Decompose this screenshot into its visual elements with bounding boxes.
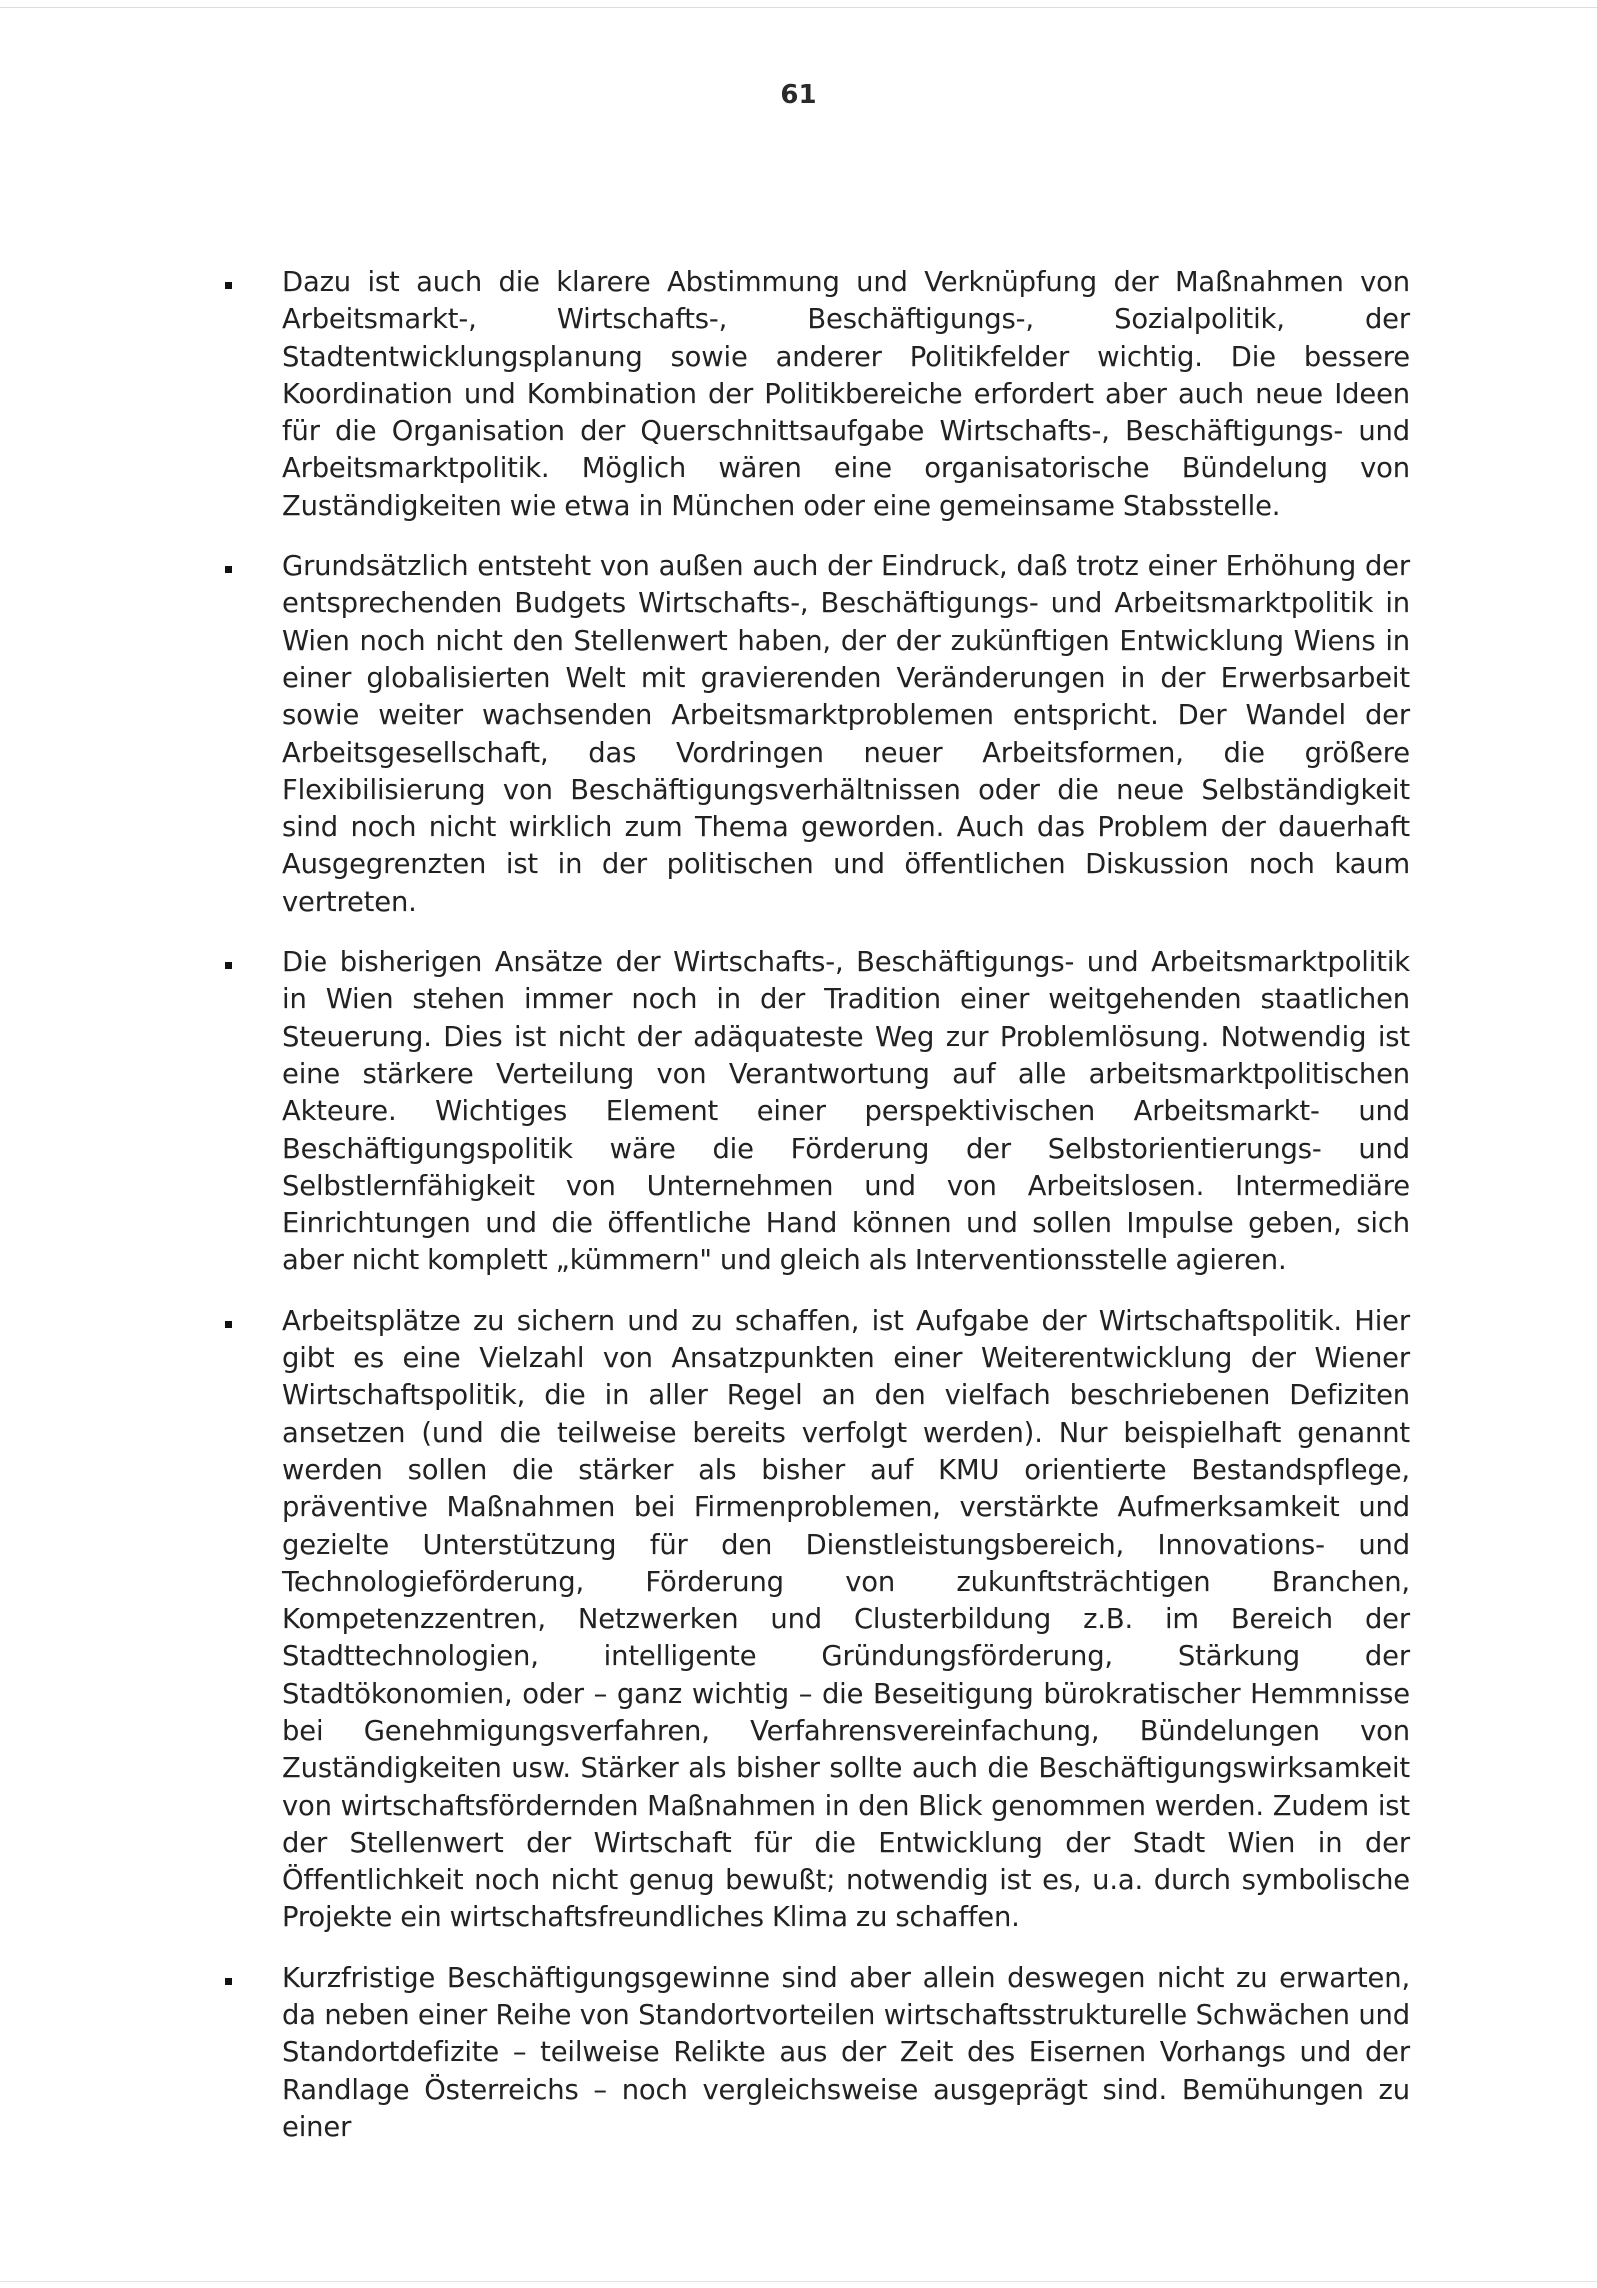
- bullet-item: [225, 548, 1410, 921]
- bullet-item-text: Die bisherigen Ansätze der Wirtschafts-, Beschäftigungs- und Arbeitsmarktpolitik in Wien stehen immer noch in der Tradition einer weitgehenden staatlichen Steuerung. Dies ist nicht der adäquateste Weg zur Problemlösung. Notwendig ist eine stärkere Verteilung von Verantwortung auf alle arbeitsmarktpolitischen Akteure. Wichtiges Element einer perspektivischen Arbeitsmarkt- und Beschäftigungspolitik wäre die Förderung der Selbstorientierungs- und Selbstlernfähigkeit von Unternehmen und von Arbeitslosen. Intermediäre Einrichtungen und die öffentliche Hand können und sollen Impulse geben, sich aber nicht komplett „kümmern" und gleich als Interventionsstelle agieren.: [282, 947, 1410, 1277]
- bullet-item: [225, 1960, 1410, 2146]
- document-body: [225, 264, 1410, 2169]
- square-bullet-icon: [225, 1978, 232, 1985]
- bullet-item-text: Dazu ist auch die klarere Abstimmung und Verknüpfung der Maßnahmen von Arbeitsmarkt-, Wirtschafts-, Beschäftigungs-, Sozialpolitik, der Stadtentwicklungsplanung sowie anderer Politikfelder wichtig. Die bessere Koordination und Kombination der Politikbereiche erfordert aber auch neue Ideen für die Organisation der Querschnittsaufgabe Wirtschafts-, Beschäftigungs- und Arbeitsmarktpolitik. Möglich wären eine organisatorische Bündelung von Zuständigkeiten wie etwa in München oder eine gemeinsame Stabsstelle.: [282, 267, 1410, 522]
- bullet-item: [225, 1303, 1410, 1937]
- bullet-item: [225, 264, 1410, 525]
- bullet-item-text: Arbeitsplätze zu sichern und zu schaffen, ist Aufgabe der Wirtschaftspolitik. Hier gibt es eine Vielzahl von Ansatzpunkten einer Weiterentwicklung der Wiener Wirtschaftspolitik, die in aller Regel an den vielfach beschriebenen Defiziten ansetzen (und die teilweise bereits verfolgt werden). Nur beispielhaft genannt werden sollen die stärker als bisher auf KMU orientierte Bestandspflege, präventive Maßnahmen bei Firmenproblemen, verstärkte Aufmerksamkeit und gezielte Unterstützung für den Dienstleistungsbereich, Innovations- und Technologieförderung, Förderung von zukunftsträchtigen Branchen, Kompetenzzentren, Netzwerken und Clusterbildung z.B. im Bereich der Stadttechnologien, intelligente Gründungsförderung, Stärkung der Stadtökonomien, oder – ganz wichtig – die Beseitigung bürokratischer Hemmnisse bei Genehmigungsverfahren, Verfahrensvereinfachung, Bündelungen von Zuständigkeiten usw. Stärker als bisher sollte auch die Beschäftigungswirksamkeit von wirtschaftsfördernden Maßnahmen in den Blick genommen werden. Zudem ist der Stellenwert der Wirtschaft für die Entwicklung der Stadt Wien in der Öffentlichkeit noch nicht genug bewußt; notwendig ist es, u.a. durch symbolische Projekte ein wirtschaftsfreundliches Klima zu schaffen.: [282, 1305, 1410, 1934]
- bullet-item-text: Grundsätzlich entsteht von außen auch der Eindruck, daß trotz einer Erhöhung der entsprechenden Budgets Wirtschafts-, Beschäftigungs- und Arbeitsmarktpolitik in Wien noch nicht den Stellenwert haben, der der zukünftigen Entwicklung Wiens in einer globalisierten Welt mit gravierenden Veränderungen in der Erwerbsarbeit sowie weiter wachsenden Arbeitsmarktproblemen entspricht. Der Wandel der Arbeitsgesellschaft, das Vordringen neuer Arbeitsformen, die größere Flexibilisierung von Beschäftigungsverhältnissen oder die neue Selbständigkeit sind noch nicht wirklich zum Thema geworden. Auch das Problem der dauerhaft Ausgegrenzten ist in der politischen und öffentlichen Diskussion noch kaum vertreten.: [282, 551, 1410, 918]
- bullet-item-text: Kurzfristige Beschäftigungsgewinne sind aber allein deswegen nicht zu erwarten, da neben einer Reihe von Standortvorteilen wirtschaftsstrukturelle Schwächen und Standortdefizite – teilweise Relikte aus der Zeit des Eisernen Vorhangs und der Randlage Österreichs – noch vergleichsweise ausgeprägt sind. Bemühungen zu einer: [282, 1962, 1410, 2143]
- top-divider: [0, 7, 1597, 8]
- square-bullet-icon: [225, 566, 232, 573]
- page-number: 61: [780, 80, 817, 110]
- bullet-item: [225, 944, 1410, 1280]
- square-bullet-icon: [225, 1321, 232, 1328]
- square-bullet-icon: [225, 282, 232, 289]
- square-bullet-icon: [225, 962, 232, 969]
- bottom-divider: [0, 2281, 1597, 2282]
